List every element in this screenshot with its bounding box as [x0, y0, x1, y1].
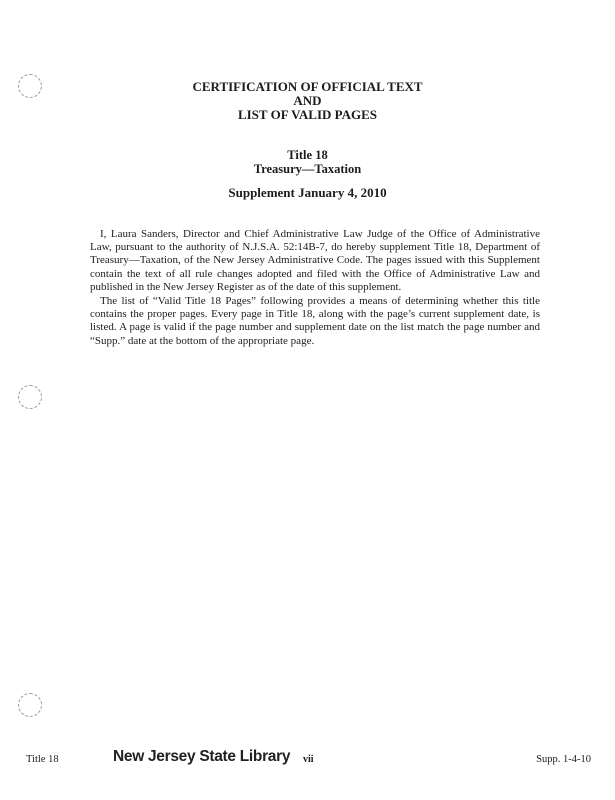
footer-title: Title 18	[26, 754, 59, 765]
page-number: vii	[303, 754, 314, 765]
certification-heading	[0, 80, 615, 122]
supplement-stamp: Supp. 1-4-10	[536, 754, 591, 765]
heading-line-3: LIST OF VALID PAGES	[237, 107, 378, 122]
page-footer	[0, 748, 615, 770]
heading-line-2: AND	[293, 93, 322, 108]
punch-hole	[18, 693, 42, 717]
heading-line-1: CERTIFICATION OF OFFICIAL TEXT	[192, 79, 423, 94]
valid-pages-paragraph	[90, 295, 540, 348]
certification-paragraph	[90, 228, 540, 294]
paragraph-text: I, Laura Sanders, Director and Chief Administrative Law Judge of the Office of Administrative Law, pursuant to the authority of N.J.S.A. 52:14B-7, do hereby supplement Title 18, Department of Treasury—Taxation, of the New Jersey Administrative Code. The pages issued with this Supplement contain the text of all rule changes adopted and filed with the Office of Administrative Law and published in the New Jersey Register as of the date of this supplement.	[90, 228, 540, 293]
supplement-date: Supplement January 4, 2010	[228, 185, 387, 200]
title-number: Title 18	[287, 148, 328, 162]
title-heading	[0, 148, 615, 176]
paragraph-text: The list of “Valid Title 18 Pages” following provides a means of determining whether this title contains the proper pages. Every page in Title 18, along with the page’s current supplement date, is listed. A page is valid if the page number and supplement date on the list match the page number and “Supp.” date at the bottom of the appropriate page.	[90, 295, 540, 347]
title-subject: Treasury—Taxation	[253, 162, 362, 176]
punch-hole	[18, 385, 42, 409]
library-stamp: New Jersey State Library	[113, 748, 291, 765]
